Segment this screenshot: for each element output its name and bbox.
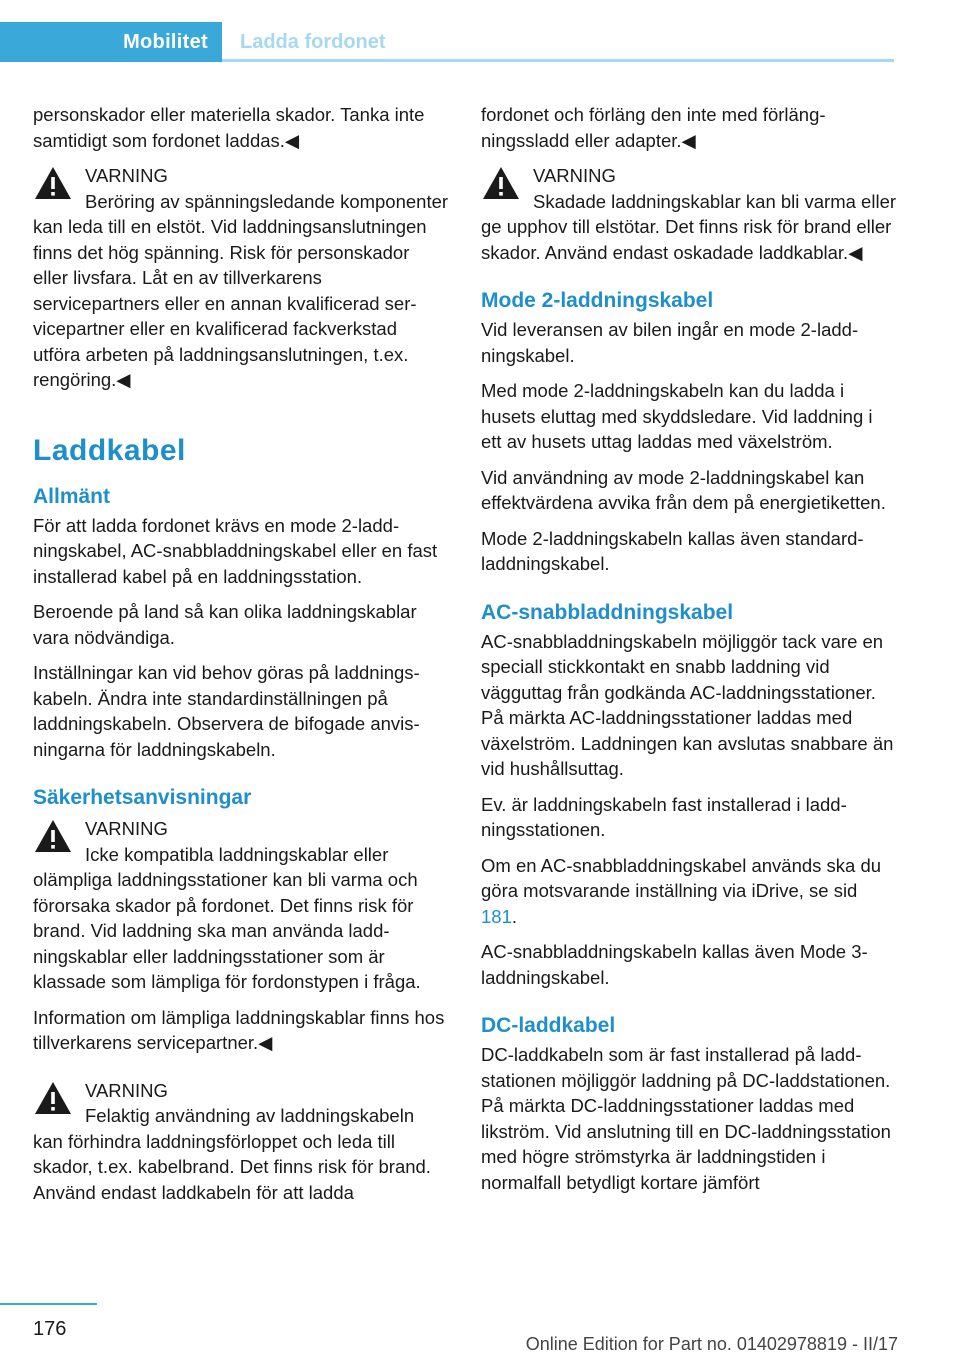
warning-triangle-icon <box>33 818 73 854</box>
right-column <box>481 102 897 1205</box>
paragraph: Ev. är laddningskabeln fast installerad i laddningsstationen. <box>481 793 847 840</box>
warning-block <box>33 1078 449 1206</box>
footer-rule <box>0 1303 97 1305</box>
paragraph-text: . <box>511 905 518 927</box>
intro-paragraph: fordonet och förläng den inte med förlängningssladd eller adapter.◀ <box>481 104 826 151</box>
warning-triangle-icon <box>33 1080 73 1116</box>
warning-text: Skadade laddningskablar kan bli varma eller ge upphov till elstötar. Det finns risk för brand eller skador. Använd endast oskadade laddkablar.◀ <box>481 190 897 263</box>
paragraph: Mode 2-laddningskabeln kallas även standardladdningskabel. <box>481 527 864 574</box>
warning-text: Icke kompatibla laddningskablar eller olämpliga laddningsstationer kan bli varma och förorsaka skador på fordonet. Det finns risk för brand. Vid laddning ska man använda laddningskablar eller laddningsstationer som är klassade som lämpliga för fordonstypen i fråga. <box>33 843 421 992</box>
warning-text: Felaktig användning av laddningskabeln kan förhindra laddningsförloppet och leda till skador, t.ex. kabelbrand. Det finns risk för brand. Använd endast laddkabeln för att ladda <box>33 1105 431 1203</box>
edition-note: Online Edition for Part no. 01402978819 - II/17 <box>525 1334 898 1354</box>
section-tab: Mobilitet <box>0 22 222 62</box>
paragraph <box>481 853 897 930</box>
warning-triangle-icon <box>33 165 73 201</box>
section-heading-general: Allmänt <box>33 484 111 508</box>
warning-text: Beröring av spänningsledande komponenter kan leda till en elstöt. Vid laddningsanslutningen finns det hög spänning. Risk för personskador eller livsfara. Låt en av tillverkarens servicepartners eller en annan kvalificerad servicepartner eller en kvalificerad fackverkstad utföra arbeten på laddningsanslutningen, t.ex. rengöring.◀ <box>33 190 449 390</box>
page-reference-link[interactable]: 181 <box>481 905 512 927</box>
section-heading-dc: DC-laddkabel <box>481 1014 616 1037</box>
left-column <box>33 102 449 1227</box>
paragraph: Med mode 2-laddningskabeln kan du ladda i husets eluttag med skyddsledare. Vid laddning i ett av husets uttag laddas med växelström. <box>481 380 873 452</box>
section-heading-mode2: Mode 2-laddningskabel <box>481 289 714 312</box>
paragraph: DC-laddkabeln som är fast installerad på laddstationen möjliggör laddning på DC-laddstationen. På märkta DC-laddningsstationer laddas med likström. Vid anslutning till en DC-laddningsstation med högre strömstyrka är laddningstiden i normalfall betydligt kortare jämfört <box>481 1044 891 1193</box>
paragraph: Beroende på land så kan olika laddningskablar vara nödvändiga. <box>33 601 417 648</box>
warning-label: VARNING <box>533 165 616 186</box>
section-heading-safety: Säkerhetsanvisningar <box>33 786 252 809</box>
page-title: Laddkabel <box>33 433 186 467</box>
warning-label: VARNING <box>85 1079 168 1101</box>
warning-triangle-icon <box>481 165 521 201</box>
paragraph: AC-snabbladdningskabeln möjliggör tack vare en speciall stickkontakt en snabb laddning vid vägguttag från godkända AC-laddningsstationer. På märkta AC-laddningsstationer laddas med växelström. Laddningen kan avslutas snabbare än vid hushållsuttag. <box>481 630 894 779</box>
paragraph: Information om lämpliga laddningskablar finns hos tillverkarens servicepartner.◀ <box>33 1006 445 1053</box>
paragraph: Vid leveransen av bilen ingår en mode 2-laddningskabel. <box>481 319 859 366</box>
section-heading-ac: AC-snabbladdningskabel <box>481 600 734 624</box>
paragraph: För att ladda fordonet krävs en mode 2-laddningskabel, AC-snabbladdningskabel eller en fast installerad kabel på en laddningsstation. <box>33 514 438 587</box>
warning-label: VARNING <box>85 165 168 186</box>
header-rule <box>222 59 894 62</box>
page-number: 176 <box>33 1318 67 1340</box>
warning-block <box>33 163 449 393</box>
warning-label: VARNING <box>85 818 168 839</box>
intro-paragraph: personskador eller materiella skador. Tanka inte samtidigt som fordonet laddas.◀ <box>33 104 425 151</box>
page-header <box>0 0 960 64</box>
paragraph-text: Om en AC-snabbladdningskabel används ska du göra motsvarande inställning via iDrive, se sid <box>481 854 882 901</box>
subsection-tab: Ladda fordonet <box>222 22 894 62</box>
paragraph: Vid användning av mode 2-laddningskabel kan effektvärdena avvika från dem på energietiketten. <box>481 466 886 513</box>
warning-block <box>33 816 449 995</box>
paragraph: AC-snabbladdningskabeln kallas även Mode 3-laddningskabel. <box>481 941 868 988</box>
paragraph: Inställningar kan vid behov göras på laddningskabeln. Ändra inte standardinställningen på laddningskabeln. Observera de bifogade anvisningarna för laddningskabeln. <box>33 662 420 760</box>
warning-block <box>481 163 897 265</box>
